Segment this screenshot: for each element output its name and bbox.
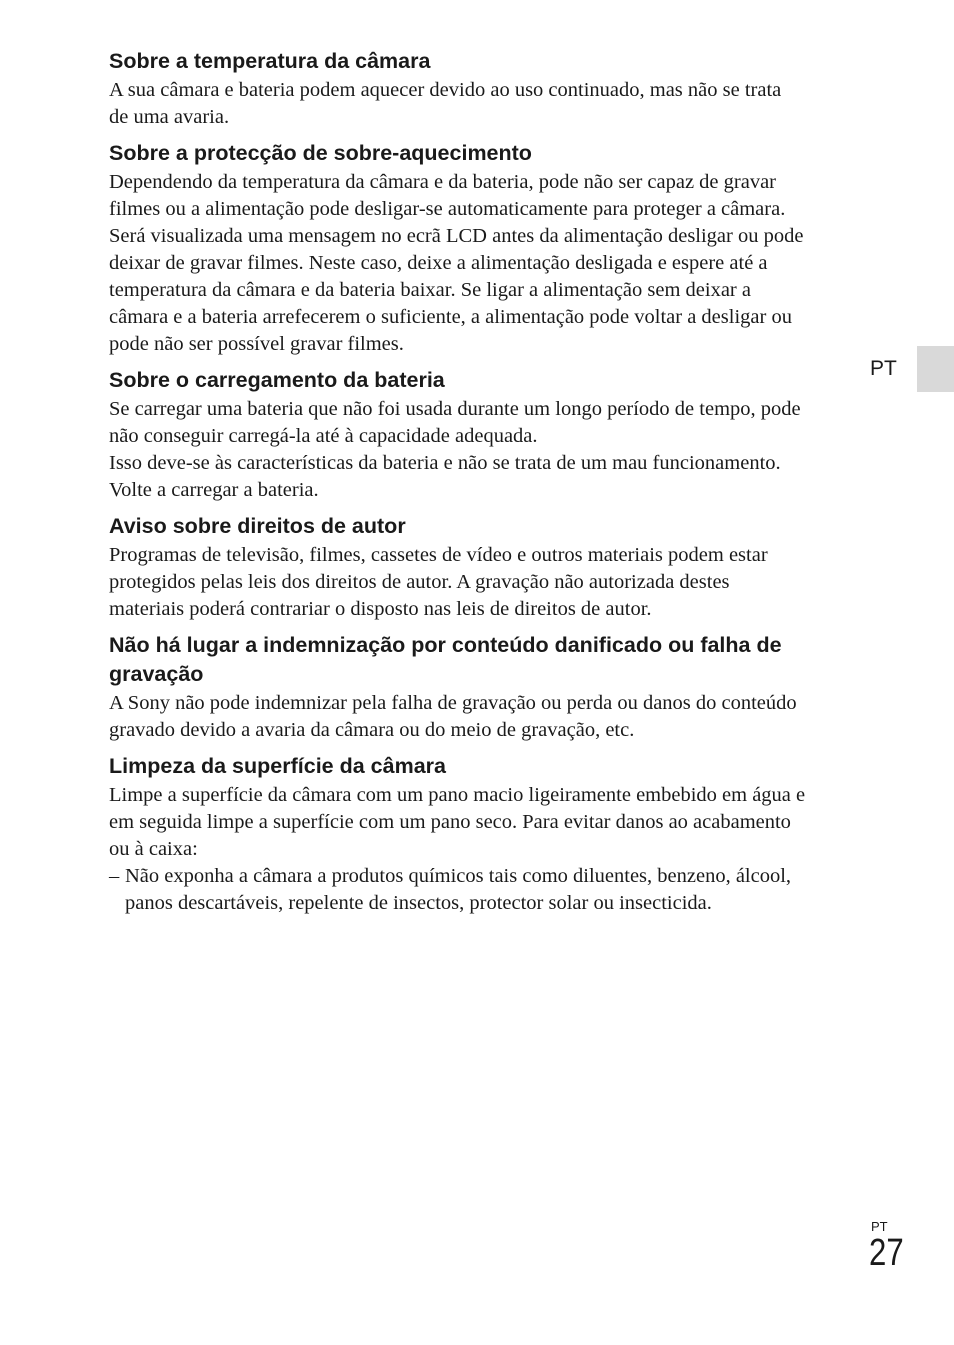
text-line: materiais poderá contrariar o disposto nas leis de direitos de autor. [109,598,652,620]
text-line: ou à caixa: [109,838,198,860]
text-line: Volte a carregar a bateria. [109,479,319,501]
section-temperature [109,47,869,131]
text-line: A Sony não pode indemnizar pela falha de gravação ou perda ou danos do conteúdo [109,692,797,714]
text-line: temperatura da câmara e da bateria baixar. Se ligar a alimentação sem deixar a [109,279,751,301]
heading-line: gravação [109,662,204,686]
text-line: filmes ou a alimentação pode desligar-se automaticamente para proteger a câmara. [109,198,786,220]
text-line: A sua câmara e bateria podem aquecer devido ao uso continuado, mas não se trata [109,79,782,101]
text-line: Se carregar uma bateria que não foi usada durante um longo período de tempo, pode [109,398,801,420]
section-battery-charging [109,366,869,504]
page-content [109,47,869,917]
section-body [109,169,869,358]
text-line: Dependendo da temperatura da câmara e da bateria, pode não ser capaz de gravar [109,171,777,193]
section-body [109,690,869,744]
section-heading: Aviso sobre direitos de autor [109,514,406,538]
section-body [109,782,869,863]
language-label: PT [870,357,897,380]
text-line: Limpe a superfície da câmara com um pano macio ligeiramente embebido em água e [109,784,806,806]
section-heading: Sobre o carregamento da bateria [109,368,445,392]
text-line: panos descartáveis, repelente de insectos, protector solar ou insecticida. [125,892,712,914]
dash-bullet: – [109,865,120,887]
language-tab-marker [917,346,954,392]
text-line: Será visualizada uma mensagem no ecrã LCD antes da alimentação desligar ou pode [109,225,804,247]
text-line: Isso deve-se às características da bateria e não se trata de um mau funcionamento. [109,452,781,474]
text-line: não conseguir carregá-la até à capacidade adequada. [109,425,538,447]
section-heading: Sobre a protecção de sobre-aquecimento [109,141,532,165]
text-line: em seguida limpe a superfície com um pano seco. Para evitar danos ao acabamento [109,811,791,833]
bullet-item [109,863,869,917]
section-body [109,77,869,131]
text-line: Programas de televisão, filmes, cassetes de vídeo e outros materiais podem estar [109,544,768,566]
heading-line: Não há lugar a indemnização por conteúdo danificado ou falha de [109,633,782,657]
text-line: de uma avaria. [109,106,230,128]
page-number: 27 [869,1232,904,1274]
section-copyright [109,512,869,623]
section-body [109,396,869,504]
section-cleaning [109,752,869,917]
text-line: pode não ser possível gravar filmes. [109,333,404,355]
section-no-compensation [109,631,869,744]
text-line: gravado devido a avaria da câmara ou do meio de gravação, etc. [109,719,635,741]
text-line: deixar de gravar filmes. Neste caso, deixe a alimentação desligada e espere até a [109,252,768,274]
section-heading [109,631,869,689]
section-overheat-protection [109,139,869,358]
text-line: protegidos pelas leis dos direitos de autor. A gravação não autorizada destes [109,571,730,593]
page-language-code: PT [871,1219,888,1234]
text-line: Não exponha a câmara a produtos químicos tais como diluentes, benzeno, álcool, [125,865,792,887]
text-line: câmara e a bateria arrefecerem o suficiente, a alimentação pode voltar a desligar ou [109,306,792,328]
section-heading: Limpeza da superfície da câmara [109,754,446,778]
section-heading: Sobre a temperatura da câmara [109,49,431,73]
section-body [109,542,869,623]
